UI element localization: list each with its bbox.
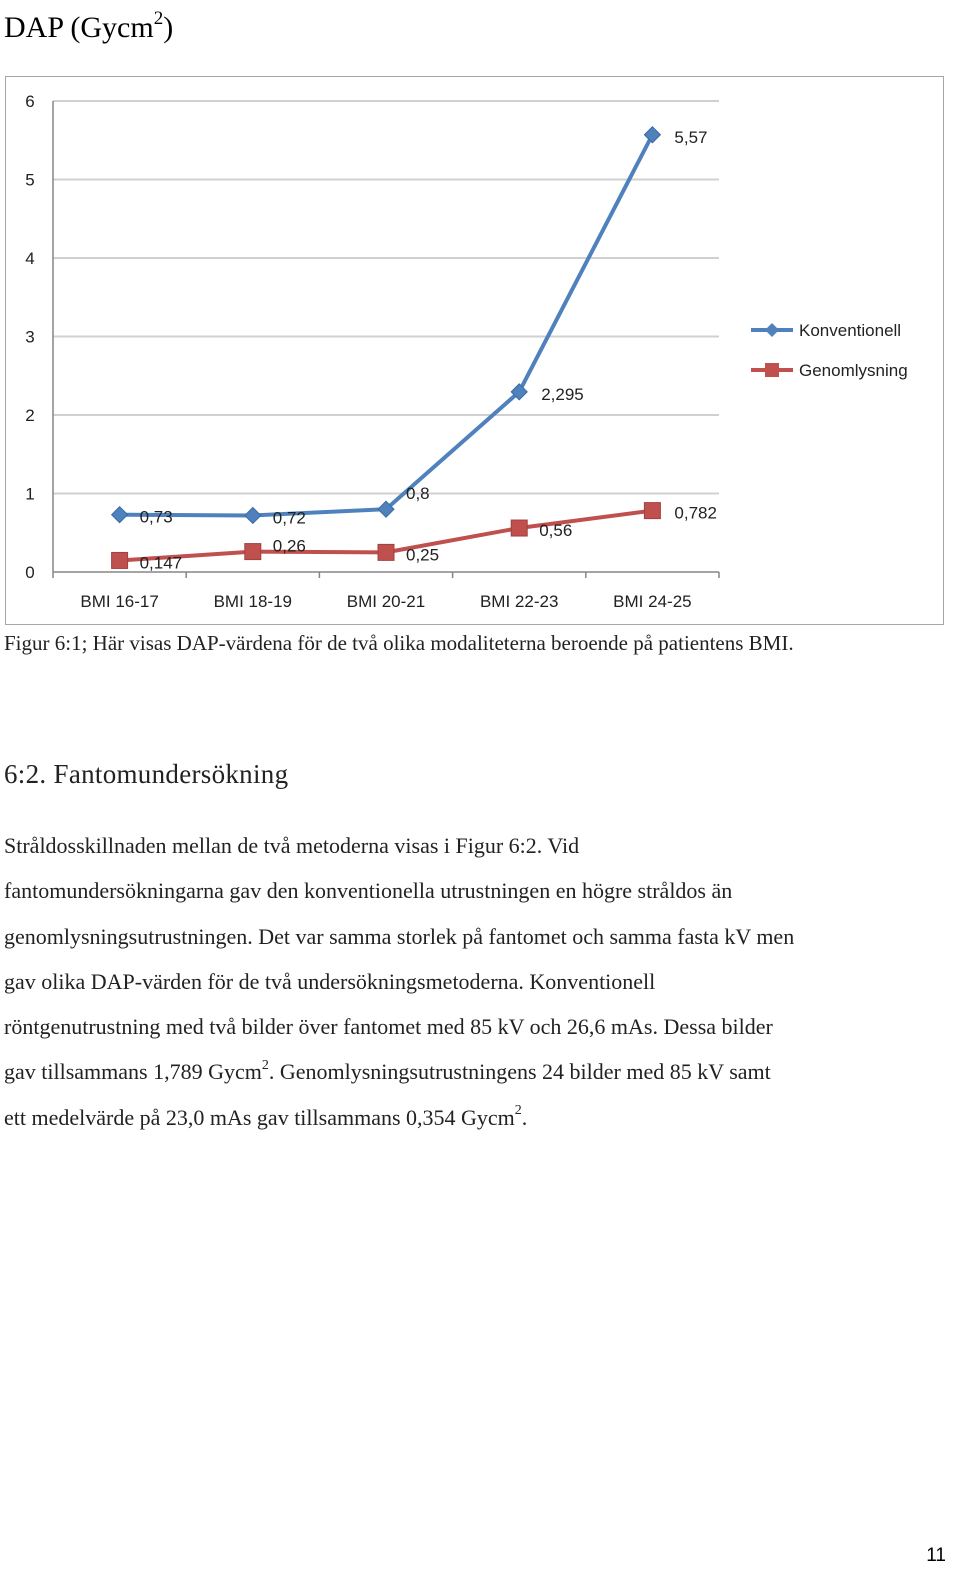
data-point-genomlysning [511, 520, 527, 536]
data-label: 0,26 [272, 536, 306, 556]
line-superscript: 2 [514, 1103, 522, 1119]
data-point-genomlysning [245, 544, 261, 560]
x-tick-label: BMI 18-19 [213, 592, 293, 611]
data-label: 0,72 [272, 508, 306, 528]
legend-marker [765, 363, 779, 377]
figure-caption: Figur 6:1; Här visas DAP-värdena för de två olika modaliteterna beroende på patientens BMI. [4, 631, 794, 655]
data-point-konventionell [644, 127, 660, 143]
y-tick-label: 1 [25, 484, 35, 504]
x-tick-label: BMI 16-17 [80, 592, 159, 611]
y-tick-label: 0 [25, 563, 35, 582]
y-tick-label: 6 [25, 92, 35, 111]
title-superscript: 2 [153, 8, 164, 29]
title-text: DAP (Gycm [4, 11, 154, 44]
page-title [4, 2, 173, 47]
data-point-genomlysning [378, 544, 394, 560]
legend-label: Genomlysning [799, 361, 908, 380]
data-label: 0,782 [674, 503, 717, 523]
y-tick-label: 4 [25, 249, 35, 268]
paragraph-line: gav olika DAP-värden för de två undersökningsmetoderna. Konventionell [4, 968, 656, 994]
line-text: . [521, 1104, 528, 1130]
data-point-genomlysning [112, 552, 128, 568]
x-tick-label: BMI 22-23 [479, 592, 559, 611]
section-heading: 6:2. Fantomundersökning [4, 759, 289, 789]
page-number: 11 [926, 1545, 946, 1566]
chart-frame [5, 76, 944, 625]
data-label: 0,8 [406, 484, 430, 504]
line-text: gav tillsammans 1,789 Gycm [4, 1059, 262, 1085]
series-line-konventionell [120, 135, 653, 516]
y-tick-label: 3 [25, 327, 35, 347]
data-label: 0,56 [539, 521, 573, 541]
data-label: 2,295 [541, 384, 584, 404]
legend-marker [765, 323, 779, 337]
data-label: 0,25 [406, 545, 440, 565]
data-point-genomlysning [644, 503, 660, 519]
paragraph-line [4, 1097, 954, 1142]
dap-line-chart [6, 77, 943, 624]
line-text: ett medelvärde på 23,0 mAs gav tillsammans 0,354 Gycm [4, 1104, 515, 1130]
paragraph-line: Stråldosskillnaden mellan de två metoderna visas i Figur 6:2. Vid [4, 833, 580, 858]
body-paragraph [4, 825, 954, 1142]
line-text: . Genomlysningsutrustningens 24 bilder med 85 kV samt [268, 1059, 771, 1085]
x-tick-label: BMI 20-21 [346, 592, 426, 611]
legend-label: Konventionell [799, 321, 902, 340]
title-close: ) [163, 11, 174, 44]
y-tick-label: 2 [25, 406, 35, 425]
data-label: 0,147 [139, 553, 183, 573]
paragraph-line: fantomundersökningarna gav den konventionella utrustningen en högre stråldos än [4, 878, 733, 904]
data-point-konventionell [245, 507, 261, 523]
data-label: 0,73 [139, 507, 173, 527]
data-point-konventionell [112, 507, 128, 523]
data-label: 5,57 [674, 127, 708, 147]
x-tick-label: BMI 24-25 [613, 592, 692, 611]
y-tick-label: 5 [25, 170, 35, 190]
paragraph-line: genomlysningsutrustningen. Det var samma storlek på fantomet och samma fasta kV men [4, 923, 795, 949]
line-superscript: 2 [261, 1058, 269, 1074]
paragraph-line: röntgenutrustning med två bilder över fantomet med 85 kV och 26,6 mAs. Dessa bilder [4, 1014, 773, 1040]
paragraph-line [4, 1051, 954, 1096]
